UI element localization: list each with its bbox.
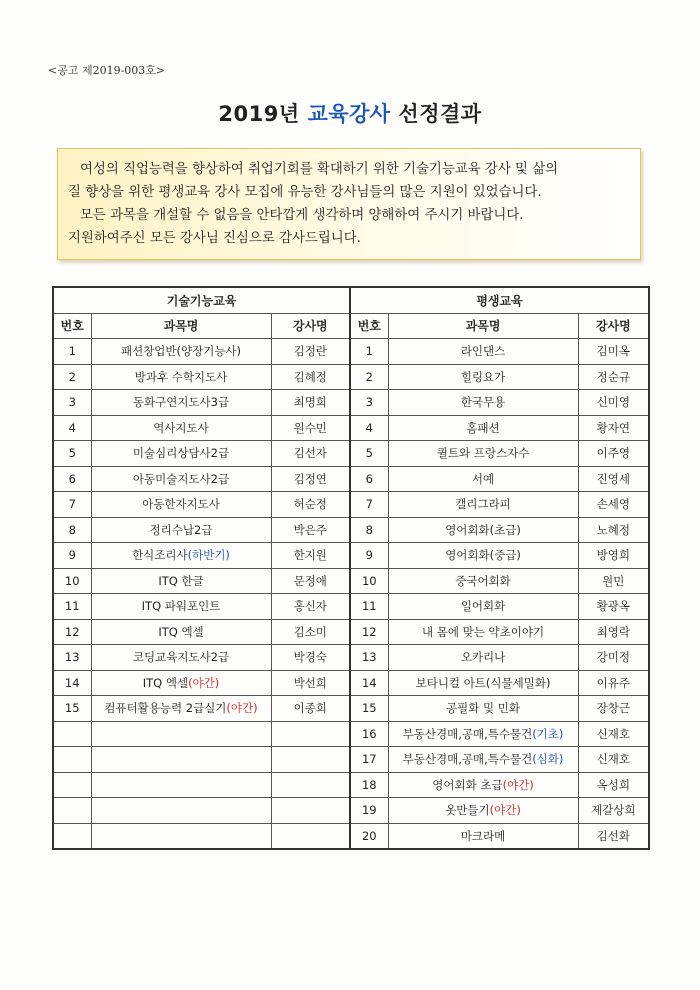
number-cell: 6 (53, 466, 91, 492)
instructor-cell: 신미영 (578, 390, 649, 416)
instructor-cell: 손세영 (578, 492, 649, 518)
number-cell: 10 (350, 568, 388, 594)
number-cell: 2 (53, 364, 91, 390)
number-cell: 1 (53, 339, 91, 365)
instructor-cell: 방영희 (578, 543, 649, 569)
instructor-cell: 진영세 (578, 466, 649, 492)
subject-text: 영어회화(초급) (445, 522, 521, 537)
table-row (53, 466, 649, 492)
instructor-cell: 이종희 (271, 696, 350, 722)
instructor-cell: 신재호 (578, 747, 649, 773)
instructor-cell: 홍신자 (271, 594, 350, 620)
subject-text: 아동한자지도사 (142, 497, 220, 512)
instructor-cell: 장창근 (578, 696, 649, 722)
instructor-cell: 김소미 (271, 619, 350, 645)
subject-note: (하반기) (187, 548, 230, 563)
subject-cell (388, 696, 578, 722)
instructor-cell: 황광옥 (578, 594, 649, 620)
number-cell: 13 (350, 645, 388, 671)
subject-text: 부동산경매,공매,특수물건 (402, 752, 533, 767)
subject-text: 동화구연지도사3급 (132, 395, 230, 410)
number-cell: 15 (53, 696, 91, 722)
number-cell (53, 823, 91, 849)
table-row (53, 364, 649, 390)
subject-note: (야간) (188, 675, 220, 690)
subject-cell (91, 721, 271, 747)
subject-cell (91, 772, 271, 798)
subject-text: 한국무용 (460, 395, 506, 410)
subject-cell (388, 492, 578, 518)
col-header-instructor: 강사명 (578, 313, 649, 339)
number-cell: 12 (53, 619, 91, 645)
instructor-cell (271, 798, 350, 824)
table-row (53, 721, 649, 747)
instructor-cell: 원수민 (271, 415, 350, 441)
subject-cell (91, 696, 271, 722)
subject-text: 라인댄스 (460, 344, 506, 359)
table-row (53, 390, 649, 416)
group-header-life: 평생교육 (350, 287, 649, 313)
subject-cell (388, 339, 578, 365)
subject-cell (91, 670, 271, 696)
number-cell: 5 (53, 441, 91, 467)
intro-line-2: 질 향상을 위한 평생교육 강사 모집에 유능한 강사님들의 많은 지원이 있었습니다. (68, 185, 542, 200)
subject-text: 미술심리상담사2급 (132, 446, 230, 461)
subject-cell (91, 645, 271, 671)
instructor-cell: 박선희 (271, 670, 350, 696)
subject-cell (388, 823, 578, 849)
instructor-cell: 이유주 (578, 670, 649, 696)
col-header-instructor: 강사명 (271, 313, 350, 339)
number-cell: 14 (350, 670, 388, 696)
number-cell: 17 (350, 747, 388, 773)
subject-cell (91, 543, 271, 569)
subject-note: (야간) (226, 701, 258, 716)
number-cell (53, 772, 91, 798)
number-cell (53, 747, 91, 773)
subject-cell (388, 619, 578, 645)
subject-cell (91, 492, 271, 518)
subject-text: ITQ 엑셀 (142, 675, 189, 690)
subject-cell (388, 798, 578, 824)
table-row (53, 415, 649, 441)
table-row (53, 543, 649, 569)
instructor-cell: 김선화 (578, 823, 649, 849)
intro-line-4: 지원하여주신 모든 강사님 진심으로 감사드립니다. (68, 231, 361, 246)
intro-box (57, 148, 641, 260)
instructor-cell: 황자연 (578, 415, 649, 441)
table-row (53, 645, 649, 671)
table-body (53, 339, 649, 850)
instructor-cell (271, 772, 350, 798)
number-cell: 5 (350, 441, 388, 467)
instructor-cell: 김선자 (271, 441, 350, 467)
subject-cell (91, 823, 271, 849)
subject-text: 홈패션 (466, 420, 500, 435)
subject-text: 아동미술지도사2급 (132, 471, 230, 486)
title-year: 2019년 (218, 102, 308, 126)
number-cell: 1 (350, 339, 388, 365)
subject-note: (야간) (489, 803, 521, 818)
subject-cell (388, 543, 578, 569)
table-row (53, 568, 649, 594)
subject-cell (91, 441, 271, 467)
table-row (53, 492, 649, 518)
instructor-cell (271, 823, 350, 849)
title-highlight: 교육강사 (307, 102, 391, 126)
number-cell: 9 (53, 543, 91, 569)
subject-text: 서예 (471, 471, 495, 486)
column-header-row (53, 313, 649, 339)
instructor-cell: 박경숙 (271, 645, 350, 671)
number-cell: 7 (350, 492, 388, 518)
subject-note: (야간) (502, 777, 534, 792)
col-header-subject: 과목명 (388, 313, 578, 339)
instructor-cell: 김혜정 (271, 364, 350, 390)
group-header-tech: 기술기능교육 (53, 287, 350, 313)
subject-cell (388, 390, 578, 416)
table-row (53, 339, 649, 365)
subject-cell (388, 441, 578, 467)
intro-line-1: 여성의 직업능력을 향상하여 취업기회를 확대하기 위한 기술기능교육 강사 및 삶의 (80, 162, 559, 177)
instructor-cell: 원민 (578, 568, 649, 594)
number-cell: 16 (350, 721, 388, 747)
instructor-cell: 신재호 (578, 721, 649, 747)
notice-number: <공고 제2019-003호> (48, 64, 166, 77)
subject-cell (388, 466, 578, 492)
instructor-cell: 최명희 (271, 390, 350, 416)
subject-cell (91, 390, 271, 416)
subject-text: 코딩교육지도사2급 (132, 650, 230, 665)
subject-text: 일어회화 (460, 599, 506, 614)
instructor-cell: 이주영 (578, 441, 649, 467)
subject-note: (심화) (532, 752, 564, 767)
subject-cell (388, 364, 578, 390)
subject-cell (388, 721, 578, 747)
col-header-no: 번호 (53, 313, 91, 339)
table-row (53, 823, 649, 849)
instructor-cell: 제갈상희 (578, 798, 649, 824)
number-cell: 15 (350, 696, 388, 722)
intro-line-3: 모든 과목을 개설할 수 없음을 안타깝게 생각하며 양해하여 주시기 바랍니다. (80, 208, 524, 223)
subject-text: 정리수납2급 (149, 522, 213, 537)
subject-text: ITQ 파워포인트 (141, 599, 221, 614)
subject-cell (91, 798, 271, 824)
table-row (53, 517, 649, 543)
instructor-cell: 한지원 (271, 543, 350, 569)
subject-text: 보타니컬 아트(식물세밀화) (415, 675, 551, 690)
instructor-cell: 노혜정 (578, 517, 649, 543)
number-cell: 14 (53, 670, 91, 696)
subject-cell (388, 568, 578, 594)
page-title (0, 98, 700, 128)
subject-text: 부동산경매,공매,특수물건 (402, 726, 533, 741)
instructor-cell: 강미정 (578, 645, 649, 671)
subject-text: 힐링요가 (460, 369, 506, 384)
instructor-cell (271, 721, 350, 747)
subject-cell (91, 619, 271, 645)
number-cell: 4 (350, 415, 388, 441)
subject-cell (91, 568, 271, 594)
number-cell: 10 (53, 568, 91, 594)
number-cell: 12 (350, 619, 388, 645)
instructor-cell: 박은주 (271, 517, 350, 543)
number-cell: 7 (53, 492, 91, 518)
table-row (53, 696, 649, 722)
instructor-cell: 김미옥 (578, 339, 649, 365)
subject-text: ITQ 엑셀 (158, 624, 204, 639)
number-cell: 11 (53, 594, 91, 620)
table-row (53, 619, 649, 645)
table-row (53, 441, 649, 467)
number-cell: 3 (53, 390, 91, 416)
subject-note: (기초) (532, 726, 564, 741)
subject-text: ITQ 한글 (158, 573, 204, 588)
subject-text: 내 몸에 맞는 약초이야기 (422, 624, 545, 639)
subject-text: 영어회화 초급 (432, 777, 503, 792)
number-cell: 9 (350, 543, 388, 569)
results-table (52, 286, 650, 850)
number-cell: 6 (350, 466, 388, 492)
subject-cell (91, 594, 271, 620)
instructor-cell: 문정애 (271, 568, 350, 594)
subject-cell (388, 747, 578, 773)
subject-text: 방과후 수학지도사 (134, 369, 228, 384)
subject-cell (388, 517, 578, 543)
number-cell: 18 (350, 772, 388, 798)
number-cell: 20 (350, 823, 388, 849)
subject-cell (388, 772, 578, 798)
subject-cell (91, 466, 271, 492)
subject-cell (388, 594, 578, 620)
number-cell: 2 (350, 364, 388, 390)
number-cell: 4 (53, 415, 91, 441)
subject-text: 공필화 및 민화 (446, 701, 521, 716)
subject-text: 캘리그라피 (455, 497, 511, 512)
subject-text: 중국어회화 (455, 573, 511, 588)
subject-text: 퀼트와 프랑스자수 (436, 446, 530, 461)
col-header-no: 번호 (350, 313, 388, 339)
number-cell: 11 (350, 594, 388, 620)
instructor-cell: 정순규 (578, 364, 649, 390)
number-cell: 13 (53, 645, 91, 671)
subject-text: 오카리나 (460, 650, 506, 665)
subject-text: 컴퓨터활용능력 2급실기 (104, 701, 227, 716)
instructor-cell: 옥성희 (578, 772, 649, 798)
subject-cell (388, 670, 578, 696)
group-header-row (53, 287, 649, 313)
subject-cell (388, 415, 578, 441)
col-header-subject: 과목명 (91, 313, 271, 339)
number-cell (53, 798, 91, 824)
table-row (53, 798, 649, 824)
instructor-cell: 허순정 (271, 492, 350, 518)
table-row (53, 670, 649, 696)
subject-cell (91, 517, 271, 543)
instructor-cell: 최영락 (578, 619, 649, 645)
subject-text: 옷만들기 (445, 803, 490, 818)
subject-cell (91, 364, 271, 390)
subject-cell (91, 747, 271, 773)
subject-text: 한식조리사 (132, 548, 188, 563)
instructor-cell (271, 747, 350, 773)
table-row (53, 747, 649, 773)
number-cell: 3 (350, 390, 388, 416)
subject-text: 역사지도사 (153, 420, 209, 435)
number-cell: 8 (53, 517, 91, 543)
instructor-cell: 김정연 (271, 466, 350, 492)
number-cell (53, 721, 91, 747)
subject-text: 영어회화(중급) (445, 548, 521, 563)
number-cell: 8 (350, 517, 388, 543)
table-row (53, 594, 649, 620)
instructor-cell: 김정란 (271, 339, 350, 365)
subject-cell (91, 339, 271, 365)
title-rest: 선정결과 (390, 102, 482, 126)
table-row (53, 772, 649, 798)
subject-cell (91, 415, 271, 441)
subject-cell (388, 645, 578, 671)
number-cell: 19 (350, 798, 388, 824)
subject-text: 패션창업반(양장기능사) (120, 344, 242, 359)
subject-text: 마크라메 (460, 828, 506, 843)
